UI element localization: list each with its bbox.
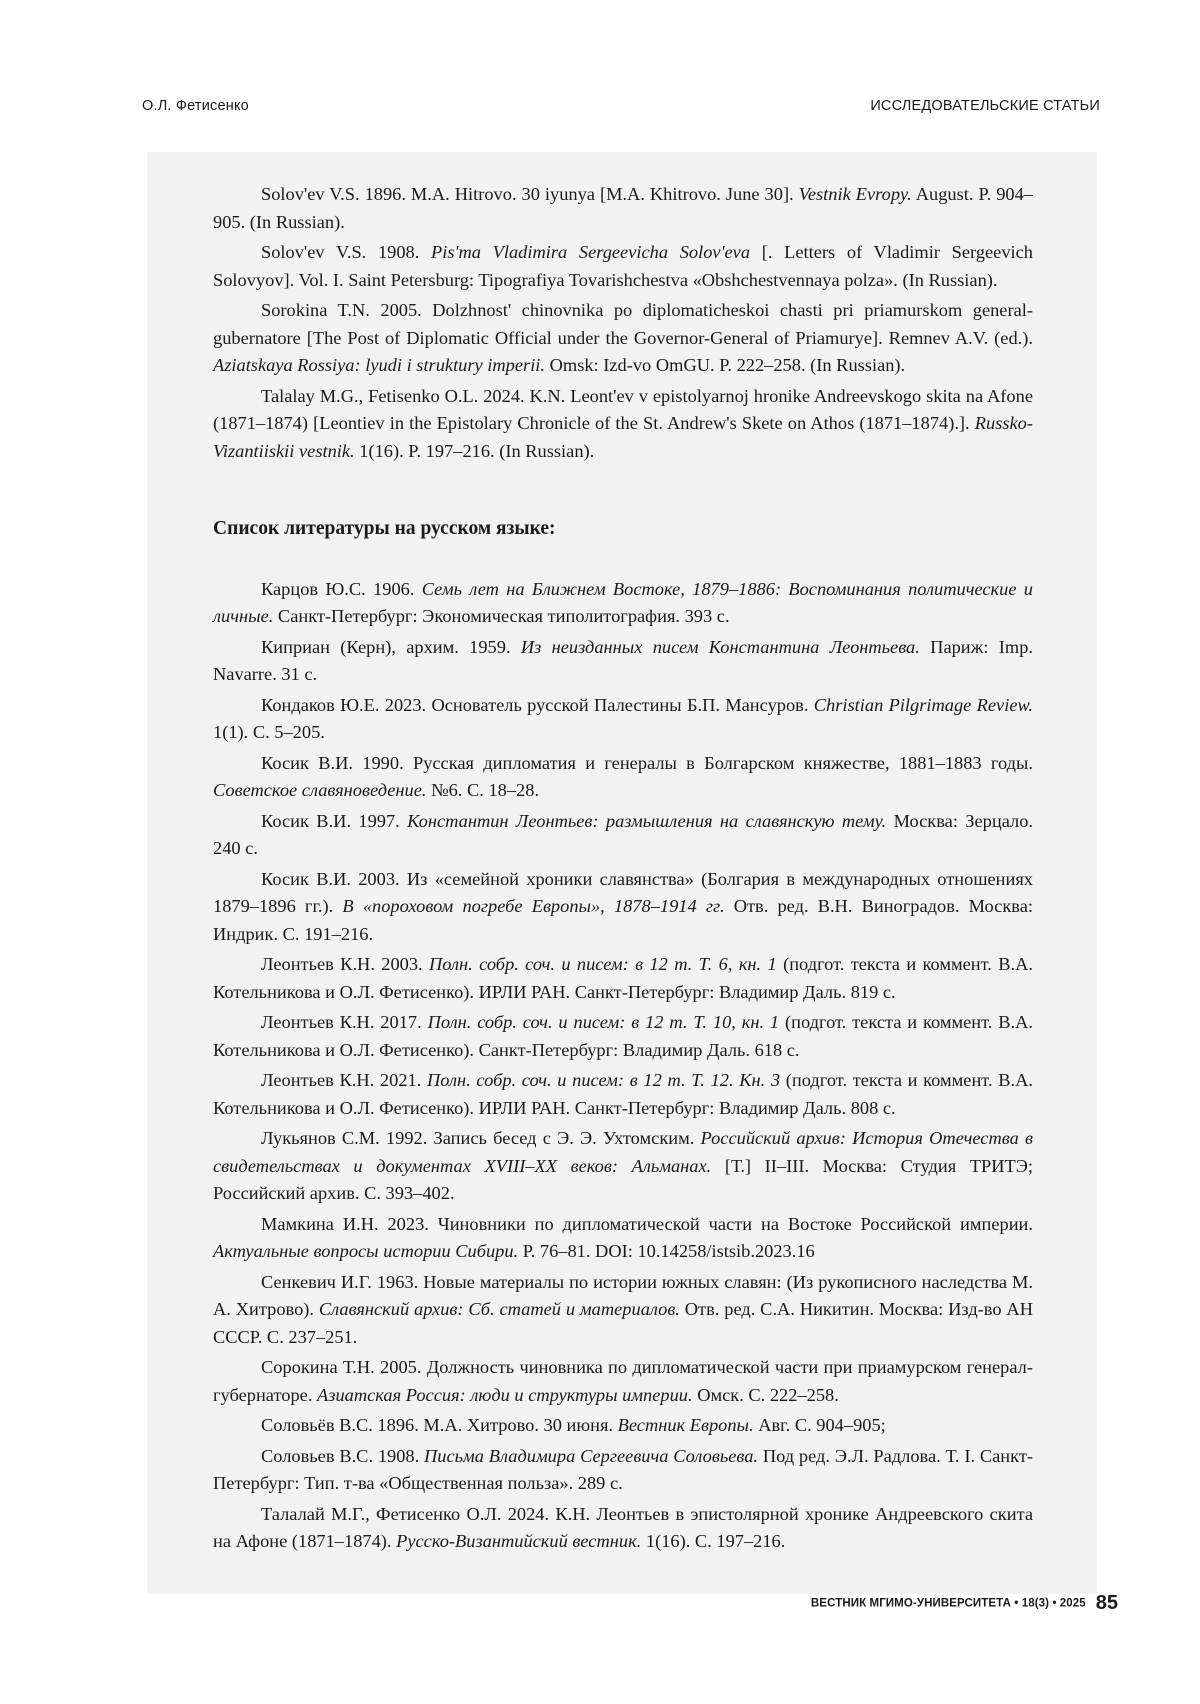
page-number: 85	[1095, 1592, 1118, 1614]
reference-entry-en: Sorokina T.N. 2005. Dolzhnost' chinovnika po diplomaticheskoi chasti pri priamurskom general-gubernatore [The Post of Diplomatic Official under the Governor-General of Priamurye]. Remnev A.V. (ed.). Aziatskaya Rossiya: lyudi i struktury imperii. Omsk: Izd-vo OmGU. P. 222–258. (In Russian).	[213, 300, 1033, 375]
section-heading-ru: Список литературы на русском языке:	[213, 518, 556, 539]
reference-entry-en: Talalay M.G., Fetisenko O.L. 2024. K.N. Leont'ev v epistolyarnoj hronike Andreevskogo skita na Afone (1871–1874) [Leontiev in the Epistolary Chronicle of the St. Andrew's Skete on Athos (1871–1874).]. Russko-Vizantiiskii vestnik. 1(16). P. 197–216. (In Russian).	[213, 385, 1033, 461]
reference-entry-ru: Мамкина И.Н. 2023. Чиновники по дипломатической части на Востоке Российской империи. Актуальные вопросы истории Сибири. Р. 76–81. DOI: 10.14258/istsib.2023.16	[213, 1213, 1033, 1261]
reference-entry-ru: Косик В.И. 1990. Русская дипломатия и генералы в Болгарском княжестве, 1881–1883 годы. Советское славяноведение. №6. С. 18–28.	[213, 752, 1033, 800]
journal-name: ВЕСТНИК МГИМО-УНИВЕРСИТЕТА • 18(3) • 2025	[810, 1597, 1086, 1610]
reference-entry-ru: Соловьев В.С. 1908. Письма Владимира Сергеевича Соловьева. Под ред. Э.Л. Радлова. Т. I. Санкт-Петербург: Тип. т-ва «Общественная польза». 289 с.	[213, 1445, 1033, 1493]
reference-entry-ru: Соловьёв В.С. 1896. М.А. Хитрово. 30 июня. Вестник Европы. Авг. С. 904–905;	[261, 1415, 886, 1435]
reference-entry-ru: Киприан (Керн), архим. 1959. Из неизданных писем Константина Леонтьева. Париж: Imp. Navarre. 31 с.	[213, 636, 1033, 684]
reference-entry-ru: Косик В.И. 1997. Константин Леонтьев: размышления на славянскую тему. Москва: Зерцало. 240 с.	[213, 810, 1034, 858]
reference-entry-ru: Сенкевич И.Г. 1963. Новые материалы по истории южных славян: (Из рукописного наследства М. А. Хитрово). Славянский архив: Сб. статей и материалов. Отв. ред. С.А. Никитин. Москва: Изд-во АН СССР. С. 237–251.	[213, 1271, 1033, 1347]
running-head	[142, 98, 1100, 120]
references-ru	[213, 576, 1033, 1556]
reference-entry-ru: Косик В.И. 2003. Из «семейной хроники славянства» (Болгария в международных отношениях 1879–1896 гг.). В «пороховом погребе Европы», 1878–1914 гг. Отв. ред. В.Н. Виноградов. Москва: Индрик. С. 191–216.	[213, 868, 1033, 944]
references-en	[213, 181, 1033, 465]
reference-entry-ru: Леонтьев К.Н. 2017. Полн. собр. соч. и писем: в 12 т. Т. 10, кн. 1 (подгот. текста и коммент. В.А. Котельникова и О.Л. Фетисенко). Санкт-Петербург: Владимир Даль. 618 с.	[213, 1012, 1033, 1060]
page-footer	[811, 1592, 1118, 1616]
author-header: О.Л. Фетисенко	[142, 98, 249, 114]
reference-entry-en: Solov'ev V.S. 1908. Pis'ma Vladimira Sergeevicha Solov'eva [. Letters of Vladimir Sergeevich Solovyov]. Vol. I. Saint Petersburg: Tipografiya Tovarishchestva «Obshchestvennaya polza». (In Russian).	[213, 242, 1033, 290]
reference-entry-ru: Сорокина Т.Н. 2005. Должность чиновника по дипломатической части при приамурском генерал-губернаторе. Азиатская Россия: люди и структуры империи. Омск. С. 222–258.	[213, 1357, 1033, 1405]
reference-entry-ru: Карцов Ю.С. 1906. Семь лет на Ближнем Востоке, 1879–1886: Воспоминания политические и личные. Санкт-Петербург: Экономическая типолитография. 393 с.	[213, 578, 1034, 626]
references-content	[213, 181, 1033, 1559]
reference-entry-ru: Талалай М.Г., Фетисенко О.Л. 2024. К.Н. Леонтьев в эпистолярной хронике Андреевского скита на Афоне (1871–1874). Русско-Византийский вестник. 1(16). С. 197–216.	[213, 1503, 1033, 1551]
reference-entry-ru: Леонтьев К.Н. 2021. Полн. собр. соч. и писем: в 12 т. Т. 12. Кн. 3 (подгот. текста и коммент. В.А. Котельникова и О.Л. Фетисенко). ИРЛИ РАН. Санкт-Петербург: Владимир Даль. 808 с.	[213, 1070, 1033, 1118]
reference-entry-ru: Лукьянов С.М. 1992. Запись бесед с Э. Э. Ухтомским. Российский архив: История Отечества в свидетельствах и документах XVIII–XX веков: Альманах. [Т.] II–III. Москва: Студия ТРИТЭ; Российский архив. С. 393–402.	[213, 1128, 1033, 1203]
reference-entry-en: Solov'ev V.S. 1896. M.A. Hitrovo. 30 iyunya [M.A. Khitrovo. June 30]. Vestnik Evropy. August. P. 904–905. (In Russian).	[213, 184, 1034, 232]
reference-entry-ru: Кондаков Ю.Е. 2023. Основатель русской Палестины Б.П. Мансуров. Christian Pilgrimage Review. 1(1). С. 5–205.	[213, 694, 1033, 742]
section-header: ИССЛЕДОВАТЕЛЬСКИЕ СТАТЬИ	[870, 98, 1100, 114]
reference-entry-ru: Леонтьев К.Н. 2003. Полн. собр. соч. и писем: в 12 т. Т. 6, кн. 1 (подгот. текста и коммент. В.А. Котельникова и О.Л. Фетисенко). ИРЛИ РАН. Санкт-Петербург: Владимир Даль. 819 с.	[213, 954, 1033, 1002]
